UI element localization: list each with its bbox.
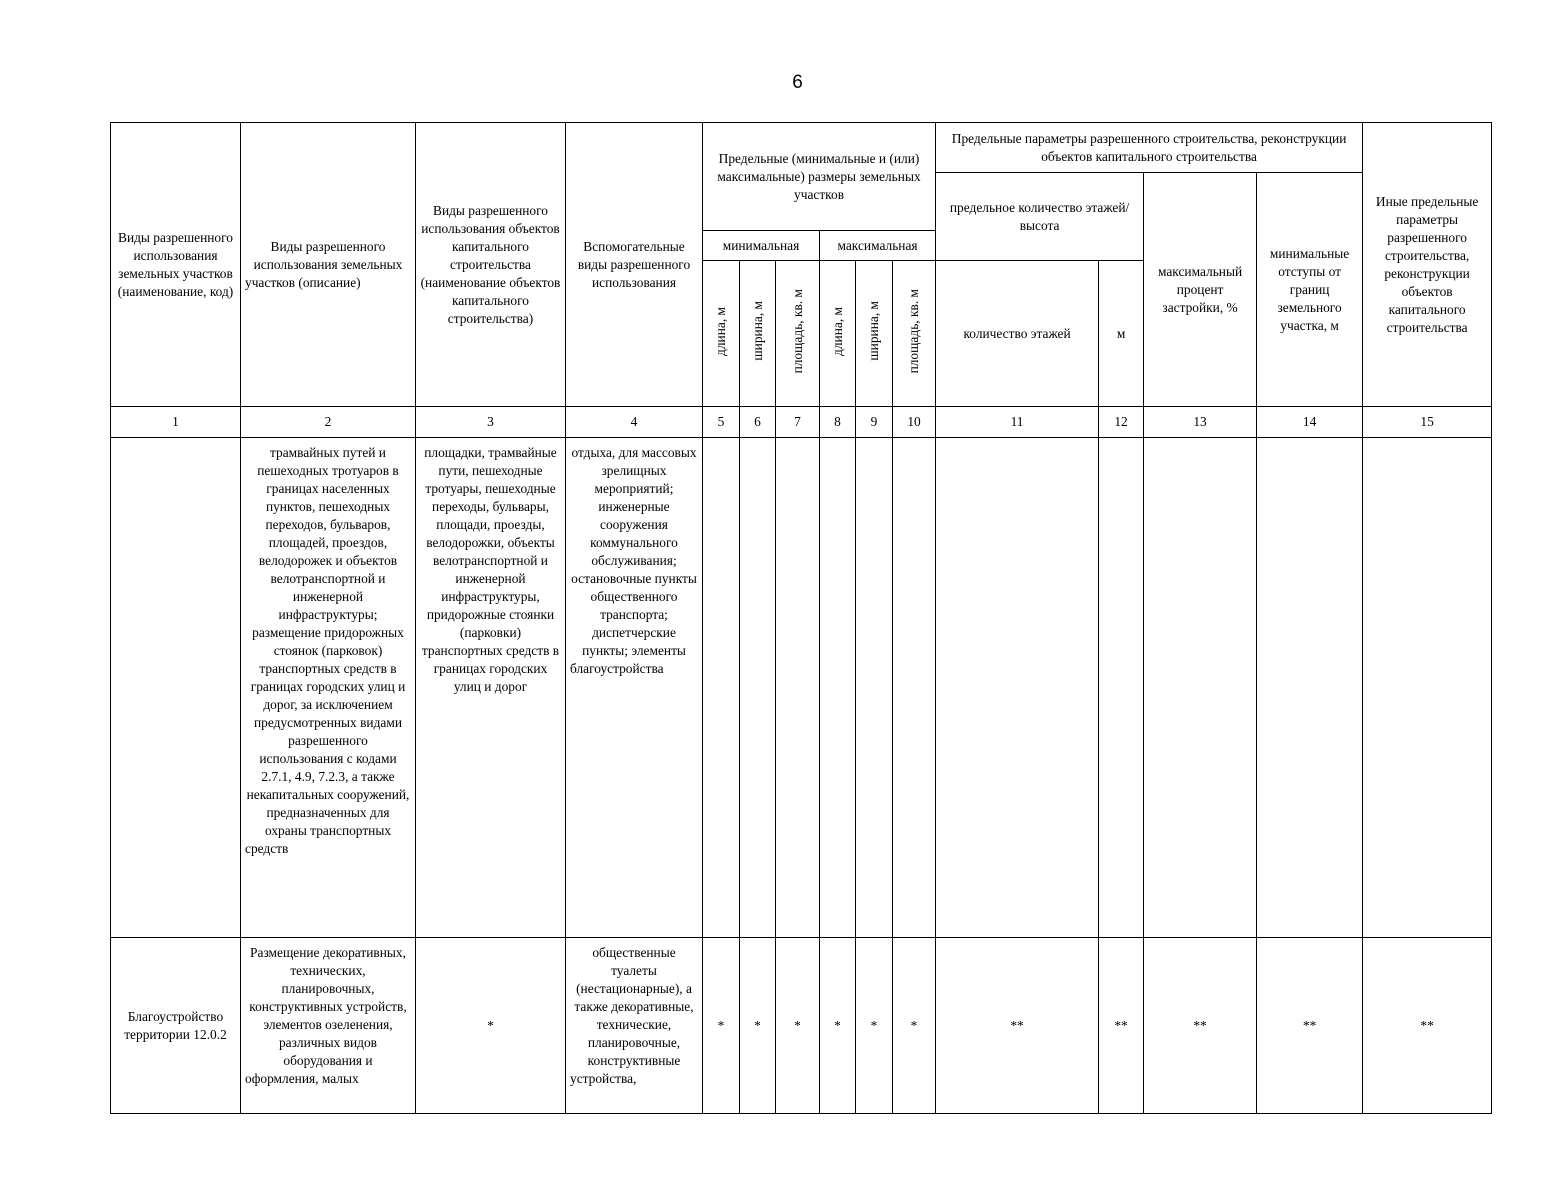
col-num: 7: [776, 407, 820, 438]
header-row-1: [111, 123, 1492, 173]
row1-c14: [1257, 438, 1363, 938]
header-floors-height: предельное количество этажей/высота: [936, 173, 1144, 261]
row2-c5: *: [703, 938, 740, 1114]
row1-c15: [1363, 438, 1492, 938]
header-minimal: минимальная: [703, 231, 820, 261]
header-c5: [703, 261, 740, 407]
page-number: 6: [792, 72, 803, 93]
col-num: 1: [111, 407, 241, 438]
header-c7: [776, 261, 820, 407]
header-c15: Иные предельные параметры разрешенного строительства, реконструкции объектов капитального строительства: [1363, 123, 1492, 407]
header-c8: [820, 261, 856, 407]
col-num: 12: [1099, 407, 1144, 438]
row2-c6: *: [740, 938, 776, 1114]
col-num: 4: [566, 407, 703, 438]
col-num: 9: [856, 407, 893, 438]
row2-c1: Благоустройство территории 12.0.2: [111, 938, 241, 1114]
row1-c4: отдыха, для массовых зрелищных мероприятий; инженерные сооружения коммунального обслуживания; остановочные пункты общественного транспорта; диспетчерские пункты; элементы благоустройства: [566, 438, 703, 938]
table-row: [111, 438, 1492, 938]
header-c9: [856, 261, 893, 407]
header-c14: минимальные отступы от границ земельного участка, м: [1257, 173, 1363, 407]
row2-c13: **: [1144, 938, 1257, 1114]
row1-c3: площадки, трамвайные пути, пешеходные тротуары, пешеходные переходы, бульвары, площади, проезды, велодорожки, объекты велотранспортной и инженерной инфраструктуры, придорожные стоянки (парковки) транспортных средств в границах городских улиц и дорог: [416, 438, 566, 938]
row1-c2: трамвайных путей и пешеходных тротуаров в границах населенных пунктов, пешеходных переходов, бульваров, площадей, проездов, велодорожек и объектов велотранспортной и инженерной инфраструктуры; размещение придорожных стоянок (парковок) транспортных средств в границах городских улиц и дорог, за исключением предусмотренных видами разрешенного использования с кодами 2.7.1, 4.9, 7.2.3, а также некапитальных сооружений, предназначенных для охраны транспортных средств: [241, 438, 416, 938]
max-area-label: площадь, кв. м: [906, 288, 922, 374]
row2-c2: Размещение декоративных, технических, планировочных, конструктивных устройств, элементов озеленения, различных видов оборудования и оформления, малых: [241, 938, 416, 1114]
col-num: 13: [1144, 407, 1257, 438]
col-num: 5: [703, 407, 740, 438]
row1-c9: [856, 438, 893, 938]
col-num: 15: [1363, 407, 1492, 438]
header-c13: максимальный процент застройки, %: [1144, 173, 1257, 407]
column-number-row: [111, 407, 1492, 438]
row1-c7: [776, 438, 820, 938]
row2-c4: общественные туалеты (нестационарные), а также декоративные, технические, планировочные, конструктивные устройства,: [566, 938, 703, 1114]
max-width-label: ширина, м: [866, 301, 881, 361]
row2-c12: **: [1099, 938, 1144, 1114]
header-c3: Виды разрешенного использования объектов капитального строительства (наименование объектов капитального строительства): [416, 123, 566, 407]
header-c12: м: [1099, 261, 1144, 407]
col-num: 8: [820, 407, 856, 438]
header-maximal: максимальная: [820, 231, 936, 261]
zoning-table: [110, 122, 1492, 1114]
header-c1: Виды разрешенного использования земельных участков (наименование, код): [111, 123, 241, 407]
max-length-label: длина, м: [829, 306, 845, 356]
row1-c1: [111, 438, 241, 938]
header-plot-limits: Предельные (минимальные и (или) максимальные) размеры земельных участков: [703, 123, 936, 231]
row2-c14: **: [1257, 938, 1363, 1114]
row1-c12: [1099, 438, 1144, 938]
row1-c8: [820, 438, 856, 938]
col-num: 2: [241, 407, 416, 438]
row2-c9: *: [856, 938, 893, 1114]
row1-c13: [1144, 438, 1257, 938]
row2-c7: *: [776, 938, 820, 1114]
row2-c3: *: [416, 938, 566, 1114]
header-build-limits: Предельные параметры разрешенного строительства, реконструкции объектов капитального строительства: [936, 123, 1363, 173]
min-width-label: ширина, м: [749, 301, 765, 361]
header-c10: [893, 261, 936, 407]
header-c11: количество этажей: [936, 261, 1099, 407]
table-row: [111, 938, 1492, 1114]
header-c2: Виды разрешенного использования земельных участков (описание): [241, 123, 416, 407]
row2-c8: *: [820, 938, 856, 1114]
col-num: 11: [936, 407, 1099, 438]
row2-c15: **: [1363, 938, 1492, 1114]
min-length-label: длина, м: [713, 306, 728, 356]
col-num: 6: [740, 407, 776, 438]
row1-c11: [936, 438, 1099, 938]
min-area-label: площадь, кв. м: [789, 288, 805, 374]
row1-c5: [703, 438, 740, 938]
header-c4: Вспомогательные виды разрешенного использования: [566, 123, 703, 407]
row1-c10: [893, 438, 936, 938]
row1-c6: [740, 438, 776, 938]
row2-c10: *: [893, 938, 936, 1114]
col-num: 10: [893, 407, 936, 438]
col-num: 14: [1257, 407, 1363, 438]
col-num: 3: [416, 407, 566, 438]
row2-c11: **: [936, 938, 1099, 1114]
header-c6: [740, 261, 776, 407]
